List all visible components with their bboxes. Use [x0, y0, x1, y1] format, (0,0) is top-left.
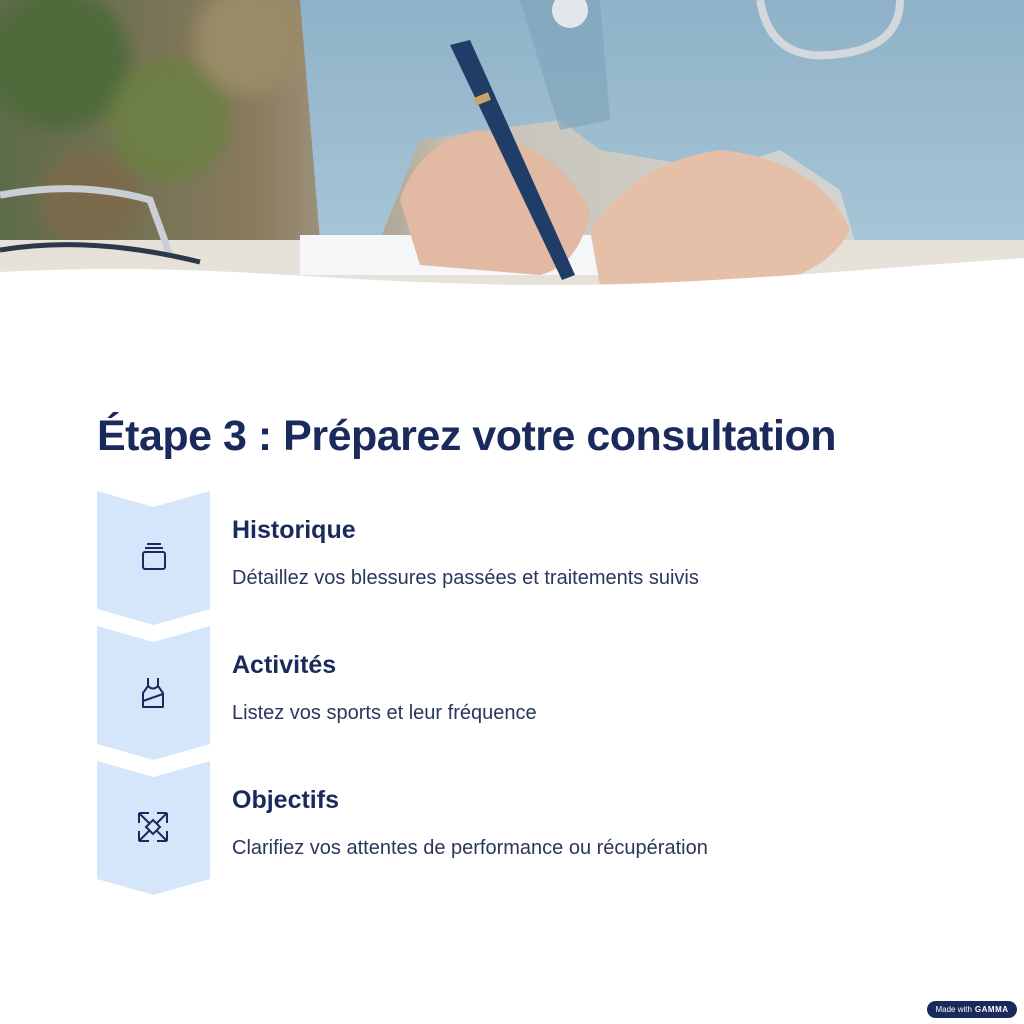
step-chevron	[97, 761, 210, 895]
step-description: Détaillez vos blessures passées et traitements suivis	[232, 567, 699, 589]
step-chevron	[97, 491, 210, 625]
gamma-brand-label: GAMMA	[974, 1005, 1009, 1014]
step-description: Listez vos sports et leur fréquence	[232, 702, 537, 724]
made-with-label: Made with	[935, 1005, 972, 1014]
folder-stack-icon	[135, 539, 171, 575]
step-title: Activités	[232, 651, 337, 679]
step-title: Objectifs	[232, 786, 339, 814]
step-objectifs	[97, 761, 897, 895]
target-arrows-icon	[135, 809, 171, 845]
step-description: Clarifiez vos attentes de performance ou récupération	[232, 837, 708, 859]
hero-photo	[0, 0, 1024, 310]
step-activites	[97, 626, 897, 760]
tank-top-icon	[135, 674, 171, 710]
step-historique	[97, 491, 897, 625]
step-chevron	[97, 626, 210, 760]
page-title: Étape 3 : Préparez votre consultation	[97, 412, 836, 460]
step-title: Historique	[232, 516, 356, 544]
made-with-gamma-badge[interactable]	[927, 1001, 1017, 1018]
